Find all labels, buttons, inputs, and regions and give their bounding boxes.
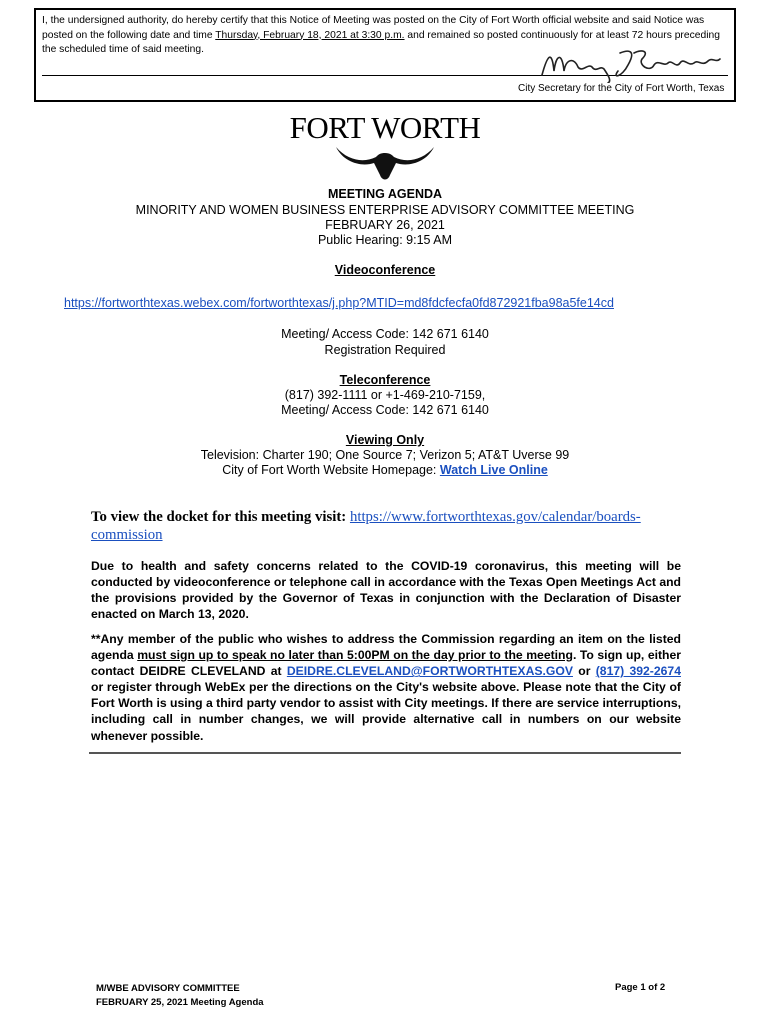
secretary-caption: City Secretary for the City of Fort Worth, Texas xyxy=(518,83,725,94)
longhorn-logo-icon xyxy=(334,141,436,183)
registration-note: Registration Required xyxy=(324,343,446,357)
teleconference-access-code: Meeting/ Access Code: 142 671 6140 xyxy=(281,403,489,417)
signature-image xyxy=(538,45,723,83)
contact-email-link[interactable]: DEIDRE.CLEVELAND@FORTWORTHTEXAS.GOV xyxy=(286,664,573,679)
teleconference-heading: Teleconference xyxy=(339,373,431,387)
docket-link[interactable]: https://www.fortworthtexas.gov/calendar/boards-commission xyxy=(91,509,641,543)
agenda-title: MEETING AGENDA xyxy=(327,187,443,201)
divider xyxy=(89,752,681,754)
signup-deadline: must sign up to speak no later than 5:00PM on the day prior to the meeting xyxy=(137,648,573,663)
public-hearing-time: Public Hearing: 9:15 AM xyxy=(317,233,453,247)
public-comment-notice xyxy=(91,631,681,744)
footer-committee: M/WBE ADVISORY COMMITTEE xyxy=(96,983,240,994)
docket-notice xyxy=(91,508,681,544)
videoconference-heading: Videoconference xyxy=(334,263,436,277)
website-homepage-label: City of Fort Worth Website Homepage: xyxy=(222,463,440,477)
contact-phone-link[interactable]: (817) 392-2674 xyxy=(595,664,681,679)
television-channels: Television: Charter 190; One Source 7; Verizon 5; AT&T Uverse 99 xyxy=(200,448,570,462)
page-number: Page 1 of 2 xyxy=(615,982,666,993)
teleconference-phones: (817) 392-1111 or +1-469-210-7159, xyxy=(284,388,486,402)
fort-worth-logo: FORT WORTH xyxy=(289,110,481,145)
public-notice-part1: **Any member of the public who wishes to address the Commission regarding an item on the listed agenda xyxy=(91,632,681,663)
watch-live-link[interactable]: Watch Live Online xyxy=(439,463,548,477)
posted-datetime: Thursday, February 18, 2021 at 3:30 p.m. xyxy=(215,29,405,41)
certification-text-before: I, the undersigned authority, do hereby certify that this Notice of Meeting was posted on the City of Fort Worth official website and said Notice was posted on the following date and time xyxy=(42,15,705,41)
footer-meta xyxy=(96,982,264,1010)
certification-text-after: and remained so posted continuously for at least 72 hours preceding the scheduled time of said meeting. xyxy=(42,29,720,55)
public-notice-part3: or xyxy=(572,664,596,679)
viewing-only-heading: Viewing Only xyxy=(345,433,425,447)
webex-access-code: Meeting/ Access Code: 142 671 6140 xyxy=(281,327,489,341)
meeting-date: FEBRUARY 26, 2021 xyxy=(325,218,445,232)
public-notice-part2: . To sign up, either contact DEIDRE CLEVELAND at xyxy=(91,648,682,679)
covid-notice: Due to health and safety concerns related to the COVID-19 coronavirus, this meeting will be conducted by videoconference or telephone call in accordance with the Texas Open Meetings Act and the provisions provided by the Governor of Texas in conjunction with the Declaration of Disaster enacted on March 13, 2020. xyxy=(91,559,681,622)
committee-name: MINORITY AND WOMEN BUSINESS ENTERPRISE ADVISORY COMMITTEE MEETING xyxy=(135,203,635,217)
docket-prefix: To view the docket for this meeting visit: xyxy=(91,509,350,525)
footer-agenda-date: FEBRUARY 25, 2021 Meeting Agenda xyxy=(96,997,264,1008)
public-notice-part4: or register through WebEx per the directions on the City's website above. Please note that the City of Fort Worth is using a third party vendor to assist with City meetings. If there are service interruptions, including call in number changes, we will provide alternative call in numbers on our website whenever possible. xyxy=(91,680,681,743)
webex-link[interactable]: https://fortworthtexas.webex.com/fortworthtexas/j.php?MTID=md8fdcfecfa0fd872921fba98a5fe14cd xyxy=(64,296,614,310)
